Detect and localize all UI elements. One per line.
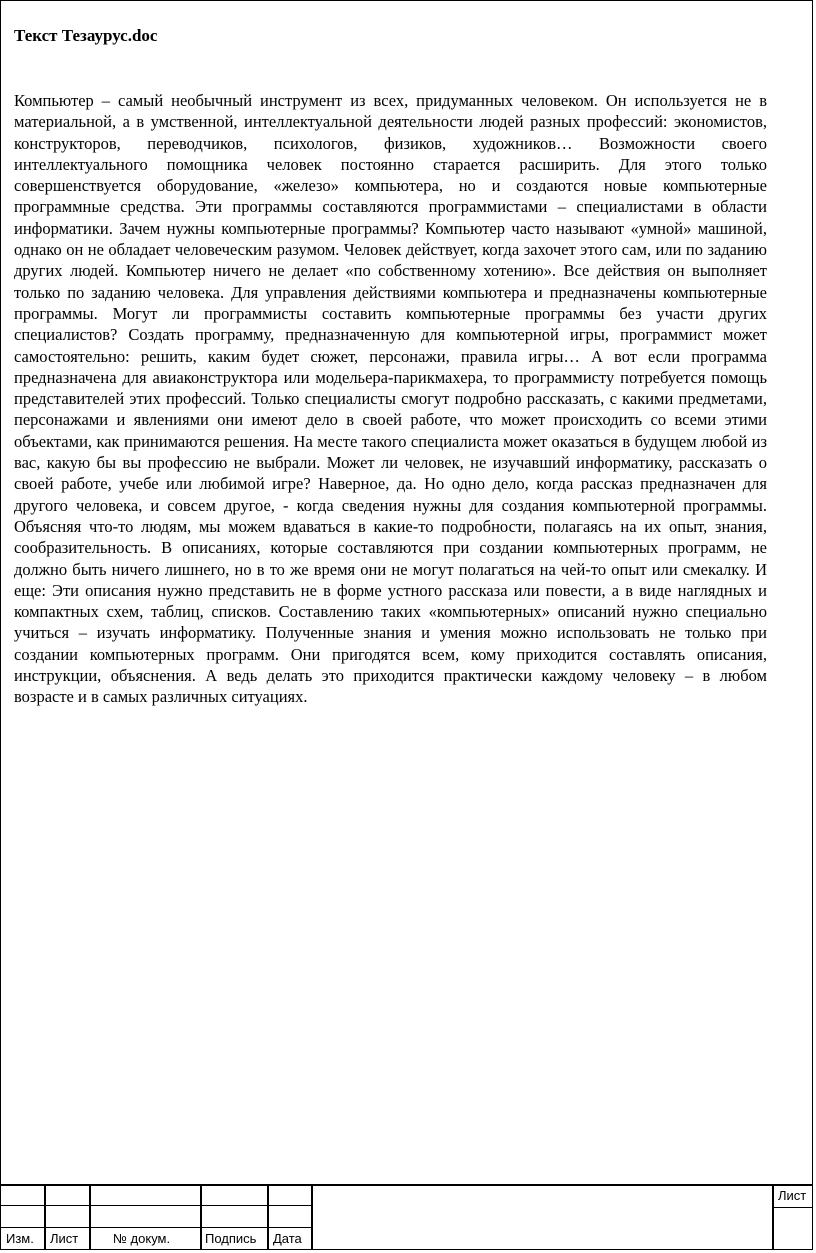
stamp-label-sign: Подпись: [205, 1231, 257, 1246]
document-title: Текст Тезаурус.doc: [14, 26, 158, 45]
stamp-row-line-1: [0, 1205, 312, 1206]
document-body: Компьютер – самый необычный инструмент из всех, придуманных человеком. Он используется не в материальной, а в умственной, интеллектуальной деятельности людей разных профессий: экономистов, конструкторов, переводчиков, психологов, физиков, художников… Возможности своего интеллектуального помощника человек постоянно старается расширить. Для этого только совершенствуется оборудование, «железо» компьютера, но и создаются новые компьютерные программные средства. Эти программы составляются программистами – специалистами в области информатики. Зачем нужны компьютерные программы? Компьютер часто называют «умной» машиной, однако он не обладает человеческим разумом. Человек действует, когда захочет этого сам, или по заданию других людей. Компьютер ничего не делает «по собственному хотению». Все действия он выполняет только по заданию человека. Для управления действиями компьютера и предназначены компьютерные программы. Могут ли программисты составить компьютерные программы без участи других специалистов? Создать программу, предназначенную для компьютерной игры, программист может самостоятельно: решить, каким будет сюжет, персонажи, правила игры… А вот если программа предназначена для авиаконструктора или модельера-парикмахера, то программисту потребуется помощь представителей этих профессий. Только специалисты смогут подробно рассказать, с какими предметами, персонажами и явлениями они имеют дело в своей работе, что может происходить со всеми этими объектами, как принимаются решения. На месте такого специалиста может оказаться в будущем любой из вас, какую бы вы профессию не выбрали. Может ли человек, не изучавший информатику, рассказать о своей работе, учебе или любимой игре? Наверное, да. Но одно дело, когда рассказ предназначен для другого человека, и совсем другое, - когда сведения нужны для создания компьютерной программы. Объясняя что-то людям, мы можем вдаваться в какие-то подробности, полагаясь на их опыт, знания, сообразительность. В описаниях, которые составляются при создании компьютерных программ, не должно быть ничего лишнего, но в то же время они не могут полагаться на чей-то опыт или смекалку. И еще: Эти описания нужно представить не в форме устного рассказа или повести, а в виде наглядных и компактных схем, таблиц, списков. Составлению таких «компьютерных» описаний нужно специально учиться – изучать информатику. Полученные знания и умения можно использовать не только при создании компьютерных программ. Они пригодятся всем, кому приходится составлять описания, инструкции, объяснения. А ведь делать это приходится практически каждому человеку – в любом возрасте и в самых различных ситуациях.: [14, 91, 767, 707]
stamp-sheet-line: [772, 1207, 813, 1208]
stamp-col-line-5: [311, 1184, 313, 1250]
stamp-col-line-6: [772, 1184, 774, 1250]
stamp-col-line-2: [89, 1184, 91, 1250]
stamp-label-date: Дата: [273, 1231, 302, 1246]
stamp-col-line-1: [44, 1184, 46, 1250]
stamp-label-sheet: Лист: [778, 1188, 807, 1203]
stamp-label-doc-no: № докум.: [113, 1231, 171, 1246]
stamp-col-line-3: [200, 1184, 202, 1250]
stamp-label-izm: Изм.: [6, 1231, 34, 1246]
stamp-label-list: Лист: [50, 1231, 79, 1246]
stamp-top-border: [0, 1184, 813, 1186]
title-block: [0, 1184, 813, 1250]
stamp-row-line-2: [0, 1227, 312, 1228]
stamp-col-line-4: [267, 1184, 269, 1250]
